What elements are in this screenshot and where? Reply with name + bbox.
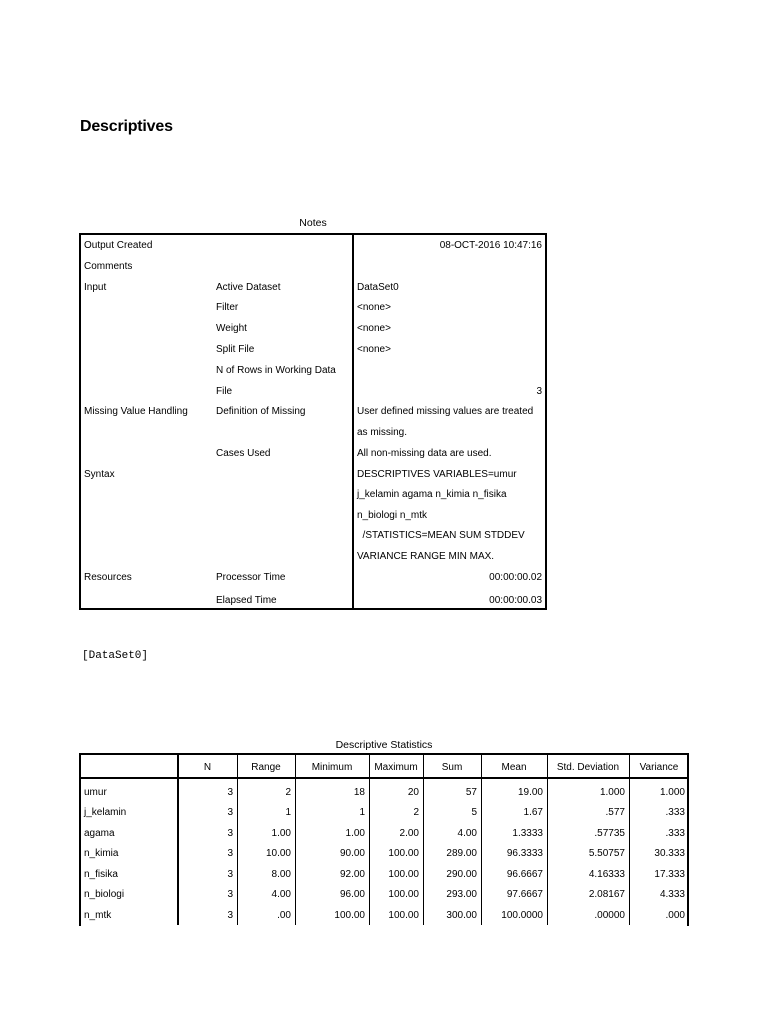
notes-row-sublabel: Elapsed Time (216, 595, 277, 606)
dataset-label: [DataSet0] (82, 650, 149, 662)
stats-cell: 30.333 (654, 848, 685, 859)
stats-cell: 1 (359, 807, 365, 818)
notes-row-sublabel: Weight (216, 323, 247, 334)
notes-row-sublabel: Processor Time (216, 572, 286, 583)
page-title: Descriptives (80, 118, 173, 135)
notes-row-sublabel: Split File (216, 344, 255, 355)
stats-column-header: Variance (639, 762, 679, 773)
stats-cell: 1.67 (523, 807, 543, 818)
notes-row-value: User defined missing values are treated (357, 406, 534, 417)
notes-row-value: j_kelamin agama n_kimia n_fisika (357, 489, 507, 500)
stats-cell: 20 (407, 787, 419, 798)
stats-column-header: Maximum (374, 762, 418, 773)
stats-cell: 57 (465, 787, 477, 798)
stats-cell: 100.00 (388, 848, 419, 859)
stats-cell: 97.6667 (506, 889, 543, 900)
stats-cell: 3 (227, 889, 233, 900)
stats-column-header: Std. Deviation (556, 762, 620, 773)
notes-row-value: VARIANCE RANGE MIN MAX. (357, 551, 495, 562)
stats-cell: 1.00 (345, 828, 365, 839)
notes-row-sublabel: Active Dataset (216, 282, 281, 293)
notes-row-value: <none> (357, 344, 391, 355)
notes-table-title: Notes (299, 217, 327, 229)
stats-cell: 8.00 (271, 869, 291, 880)
notes-table-divider (352, 233, 354, 610)
stats-cell: 4.00 (457, 828, 477, 839)
stats-column-header: Range (251, 762, 281, 773)
stats-cell: 96.3333 (506, 848, 543, 859)
stats-cell: 96.00 (339, 889, 365, 900)
stats-row-label: agama (84, 828, 115, 839)
notes-row-value: DESCRIPTIVES VARIABLES=umur (357, 469, 517, 480)
notes-row-value: 00:00:00.02 (489, 572, 542, 583)
stats-cell: .333 (665, 807, 685, 818)
stats-cell: 92.00 (339, 869, 365, 880)
stats-cell: 1.000 (659, 787, 685, 798)
stats-cell: 17.333 (654, 869, 685, 880)
stats-cell: 10.00 (265, 848, 291, 859)
stats-column-header: N (203, 762, 212, 773)
stats-cell: 4.00 (271, 889, 291, 900)
stats-cell: .00 (277, 910, 291, 921)
stats-cell: 19.00 (517, 787, 543, 798)
notes-row-value: 3 (536, 386, 542, 397)
stats-cell: 100.0000 (501, 910, 543, 921)
stats-cell: 3 (227, 869, 233, 880)
stats-cell: 96.6667 (506, 869, 543, 880)
stats-cell: 2.00 (399, 828, 419, 839)
notes-row-value: All non-missing data are used. (357, 448, 492, 459)
stats-cell: 3 (227, 807, 233, 818)
stats-cell: 18 (353, 787, 365, 798)
notes-row-sublabel: Filter (216, 302, 239, 313)
stats-row-label: n_mtk (84, 910, 112, 921)
stats-column-header: Minimum (311, 762, 353, 773)
stats-cell: 100.00 (388, 910, 419, 921)
notes-row-value: as missing. (357, 427, 408, 438)
notes-row-sublabel: N of Rows in Working Data (216, 365, 336, 376)
notes-row-label: Comments (84, 261, 133, 272)
stats-row-label: n_kimia (84, 848, 119, 859)
stats-row-label: umur (84, 787, 107, 798)
stats-cell: 3 (227, 828, 233, 839)
stats-cell: 3 (227, 910, 233, 921)
notes-row-label: Syntax (84, 469, 115, 480)
stats-cell: 100.00 (388, 869, 419, 880)
stats-cell: 300.00 (446, 910, 477, 921)
stats-cell: 5.50757 (588, 848, 625, 859)
stats-cell: 2 (285, 787, 291, 798)
stats-column-header: Sum (441, 762, 463, 773)
stats-cell: 90.00 (339, 848, 365, 859)
stats-cell: .333 (665, 828, 685, 839)
stats-cell: 3 (227, 787, 233, 798)
stats-cell: 289.00 (446, 848, 477, 859)
stats-cell: 100.00 (388, 889, 419, 900)
notes-row-sublabel: Cases Used (216, 448, 271, 459)
stats-table-title: Descriptive Statistics (335, 739, 433, 751)
stats-cell: 2 (413, 807, 419, 818)
stats-cell: .00000 (594, 910, 625, 921)
notes-row-value: 00:00:00.03 (489, 595, 542, 606)
notes-row-label: Resources (84, 572, 132, 583)
stats-cell: .000 (665, 910, 685, 921)
stats-cell: 1.3333 (512, 828, 543, 839)
stats-cell: 1.00 (271, 828, 291, 839)
notes-row-value: <none> (357, 302, 391, 313)
notes-row-value: DataSet0 (357, 282, 399, 293)
notes-row-label: Input (84, 282, 107, 293)
stats-cell: 4.16333 (588, 869, 625, 880)
stats-column-header: Mean (501, 762, 527, 773)
stats-cell: .57735 (594, 828, 625, 839)
notes-row-value: /STATISTICS=MEAN SUM STDDEV (357, 530, 525, 541)
notes-table (79, 233, 547, 610)
stats-cell: 293.00 (446, 889, 477, 900)
notes-row-label: Output Created (84, 240, 153, 251)
notes-row-label: Missing Value Handling (84, 406, 188, 417)
stats-cell: .577 (605, 807, 625, 818)
stats-row-label: j_kelamin (84, 807, 127, 818)
notes-row-value: n_biologi n_mtk (357, 510, 428, 521)
stats-row-label: n_biologi (84, 889, 125, 900)
stats-cell: 1.000 (599, 787, 625, 798)
stats-row-label: n_fisika (84, 869, 118, 880)
notes-row-value: <none> (357, 323, 391, 334)
notes-row-value: 08-OCT-2016 10:47:16 (439, 240, 542, 251)
notes-row-sublabel: Definition of Missing (216, 406, 306, 417)
stats-cell: 5 (471, 807, 477, 818)
notes-row-sublabel: File (216, 386, 233, 397)
stats-cell: 1 (285, 807, 291, 818)
stats-header-divider (79, 777, 689, 779)
descriptive-statistics-table (79, 753, 689, 925)
stats-cell: 3 (227, 848, 233, 859)
stats-cell: 290.00 (446, 869, 477, 880)
stats-cell: 4.333 (659, 889, 685, 900)
stats-cell: 2.08167 (588, 889, 625, 900)
stats-cell: 100.00 (334, 910, 365, 921)
